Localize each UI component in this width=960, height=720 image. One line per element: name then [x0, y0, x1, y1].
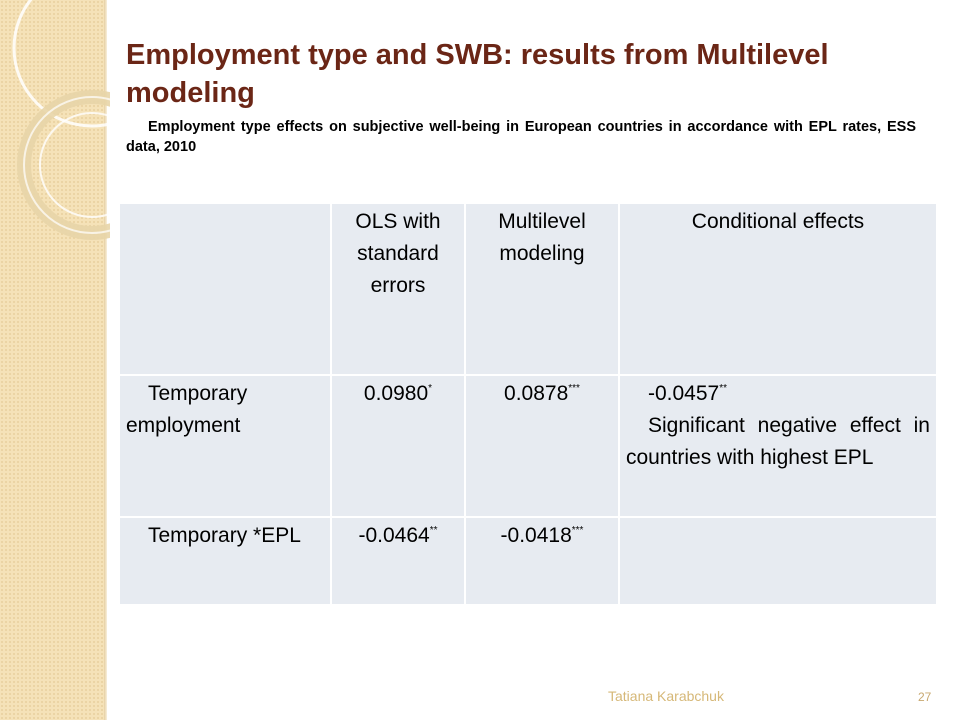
conditional-note: Significant negative effect in countries with highest EPL: [626, 414, 930, 469]
slide-title: Employment type and SWB: results from Multilevel modeling: [126, 39, 829, 109]
cell-ols: [332, 376, 464, 516]
significance-marker: *: [428, 383, 433, 394]
cell-value: 0.0980: [363, 382, 429, 405]
table-row: [120, 518, 936, 604]
row-label: Temporary employment: [120, 376, 330, 516]
cell-multilevel: [466, 518, 618, 604]
significance-marker: ***: [571, 525, 584, 536]
significance-marker: ***: [568, 383, 580, 394]
cell-multilevel: [466, 376, 618, 516]
conditional-value: [626, 378, 930, 410]
row-label: Temporary *EPL: [120, 518, 330, 604]
header-empty-cell: [120, 204, 330, 374]
table-header-row: [120, 204, 936, 374]
significance-marker: **: [429, 525, 438, 536]
page-number: 27: [918, 690, 932, 704]
cell-value: -0.0457: [648, 382, 720, 405]
cell-ols: [332, 518, 464, 604]
cell-value: 0.0878: [504, 382, 569, 405]
header-multilevel: Multilevel modeling: [466, 204, 618, 374]
slide-subtitle: Employment type effects on subjective well-being in European countries in accordance with EPL rates, ESS data, 2010: [126, 119, 916, 155]
header-conditional: Conditional effects: [620, 204, 936, 374]
cell-value: -0.0464: [358, 524, 430, 547]
table-row: [120, 376, 936, 516]
cell-conditional: [620, 376, 936, 516]
cell-conditional: [620, 518, 936, 604]
results-table: [118, 202, 938, 606]
decorative-rings: [0, 0, 110, 260]
cell-value: -0.0418: [500, 524, 572, 547]
header-ols: OLS with standard errors: [332, 204, 464, 374]
footer-author: Tatiana Karabchuk: [608, 688, 724, 704]
significance-marker: **: [719, 383, 728, 394]
